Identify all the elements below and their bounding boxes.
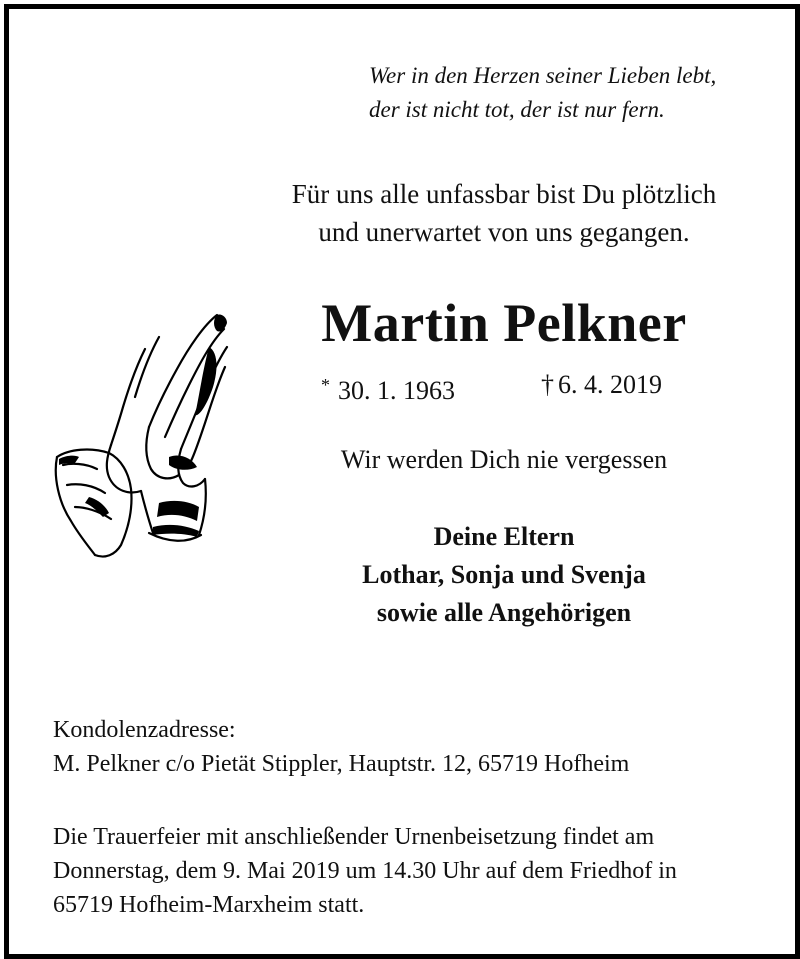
quote-line-1: Wer in den Herzen seiner Lieben lebt, <box>369 63 717 88</box>
praying-hands-icon <box>49 307 239 562</box>
condolence-address: M. Pelkner c/o Pietät Stippler, Hauptstr. 12, 65719 Hofheim <box>53 751 630 777</box>
deceased-name: Martin Pelkner <box>321 293 687 353</box>
remembrance-message: Wir werden Dich nie vergessen <box>340 445 668 474</box>
intro-line-2: und unerwartet von uns gegangen. <box>318 217 690 247</box>
intro-line-1: Für uns alle unfassbar bist Du plötzlich <box>291 179 717 209</box>
obituary-frame <box>4 4 800 959</box>
memorial-quote <box>369 59 789 127</box>
signer-line-1: Deine Eltern <box>433 522 575 551</box>
ceremony-line-3: 65719 Hofheim-Marxheim statt. <box>53 892 365 918</box>
quote-line-2: der ist nicht tot, der ist nur fern. <box>369 97 665 122</box>
birth-date-block <box>321 369 455 407</box>
death-date-block <box>541 369 662 401</box>
ceremony-line-1: Die Trauerfeier mit anschließender Urnenbeisetzung findet am <box>53 824 655 850</box>
intro-text <box>219 175 789 251</box>
condolence-label: Kondolenzadresse: <box>53 717 236 743</box>
signers-block <box>259 518 749 632</box>
signer-line-2: Lothar, Sonja und Svenja <box>362 560 646 589</box>
birth-symbol: * <box>321 375 330 395</box>
death-date: 6. 4. 2019 <box>558 370 662 399</box>
cross-symbol: † <box>541 370 554 399</box>
ceremony-notice <box>53 820 783 922</box>
condolence-address-block <box>53 713 773 781</box>
birth-date: 30. 1. 1963 <box>338 376 455 405</box>
ceremony-line-2: Donnerstag, dem 9. Mai 2019 um 14.30 Uhr auf dem Friedhof in <box>53 858 677 884</box>
signer-line-3: sowie alle Angehörigen <box>376 598 632 627</box>
